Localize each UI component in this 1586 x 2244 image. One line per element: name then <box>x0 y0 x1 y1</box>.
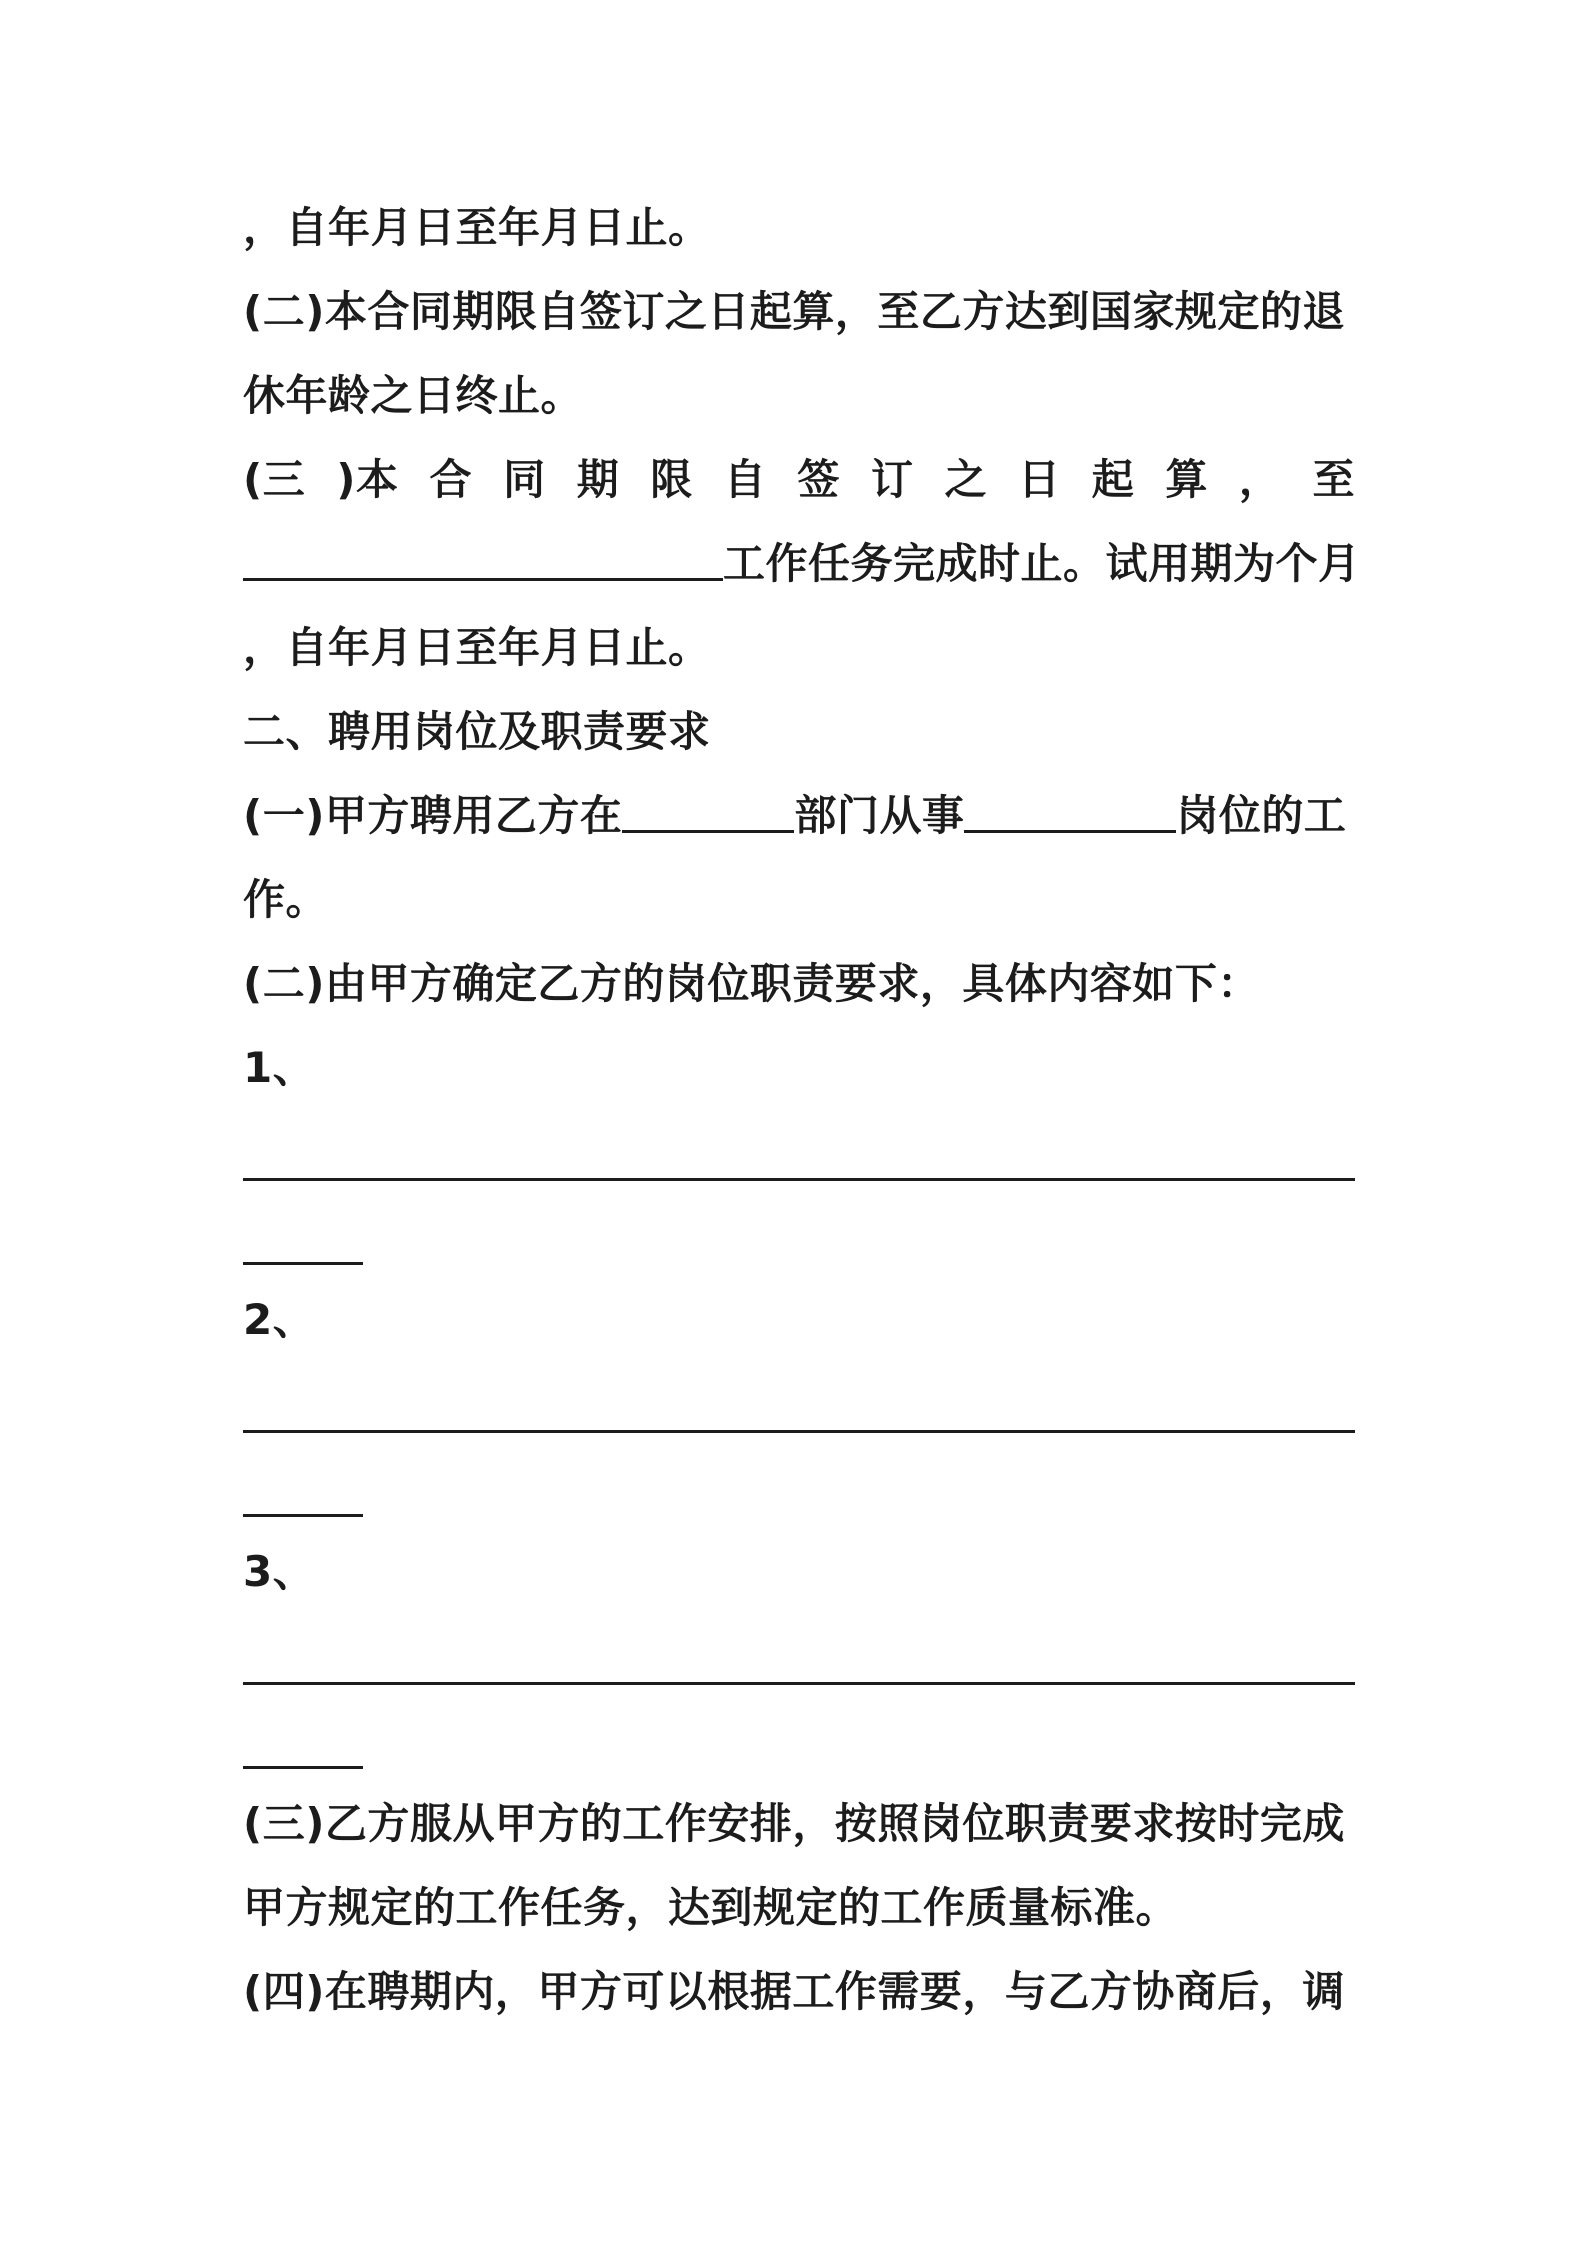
clause-3-char: 至 <box>1312 455 1355 504</box>
department-blank[interactable] <box>622 784 794 833</box>
clause-3-char: 同 <box>503 455 546 504</box>
duties-intro: (二)由甲方确定乙方的岗位职责要求，具体内容如下： <box>243 959 1260 1008</box>
position-text-b: 部门从事 <box>794 791 965 840</box>
duty-item-3-blank[interactable] <box>243 1682 1355 1685</box>
clause-adjust-line-1: (四)在聘期内，甲方可以根据工作需要，与乙方协商后，调 <box>243 1967 1345 2016</box>
position-line-2: 作。 <box>243 875 329 924</box>
duty-item-3-blank-cont[interactable] <box>243 1766 363 1769</box>
clause-3-char: (三 <box>243 455 306 504</box>
duty-item-1-label: 1、 <box>243 1043 316 1092</box>
clause-3-char: 签 <box>797 455 840 504</box>
term-dates-line-1: ，自年月日至年月日止。 <box>243 203 711 252</box>
clause-3-line-2-text: 工作任务完成时止。试用期为个月 <box>723 539 1361 588</box>
clause-3-char: 订 <box>871 455 914 504</box>
clause-3-line-2 <box>243 532 1361 596</box>
clause-3-char: 起 <box>1091 455 1135 504</box>
position-text-a: (一)甲方聘用乙方在 <box>243 791 623 840</box>
task-blank[interactable] <box>243 532 723 581</box>
clause-3-char: ， <box>1238 455 1282 504</box>
duty-item-1-blank-cont[interactable] <box>243 1262 363 1265</box>
clause-3-char: 算 <box>1165 455 1208 504</box>
clause-3-char: )本 <box>336 455 399 504</box>
clause-obey-line-2: 甲方规定的工作任务，达到规定的工作质量标准。 <box>243 1883 1179 1932</box>
section-heading: 二、聘用岗位及职责要求 <box>243 707 711 756</box>
clause-3-char: 之 <box>944 455 988 504</box>
clause-2-line-1: (二)本合同期限自签订之日起算，至乙方达到国家规定的退 <box>243 287 1345 336</box>
term-dates-line-2: ，自年月日至年月日止。 <box>243 623 711 672</box>
duty-item-1-blank[interactable] <box>243 1178 1355 1181</box>
duty-item-2-label: 2、 <box>243 1295 316 1344</box>
clause-2-line-2: 休年龄之日终止。 <box>243 371 584 420</box>
duty-item-2-blank-cont[interactable] <box>243 1514 363 1517</box>
clause-3-char: 日 <box>1018 455 1061 504</box>
duty-item-3-label: 3、 <box>243 1547 316 1596</box>
clause-3-char: 自 <box>723 455 767 504</box>
post-blank[interactable] <box>964 784 1176 833</box>
clause-3-line-1 <box>243 448 1355 512</box>
position-text-c: 岗位的工 <box>1176 791 1347 840</box>
clause-3-char: 期 <box>576 455 620 504</box>
clause-3-char: 合 <box>429 455 473 504</box>
clause-3-char: 限 <box>650 455 693 504</box>
clause-obey-line-1: (三)乙方服从甲方的工作安排，按照岗位职责要求按时完成 <box>243 1799 1345 1848</box>
position-line-1 <box>243 784 1355 848</box>
duty-item-2-blank[interactable] <box>243 1430 1355 1433</box>
